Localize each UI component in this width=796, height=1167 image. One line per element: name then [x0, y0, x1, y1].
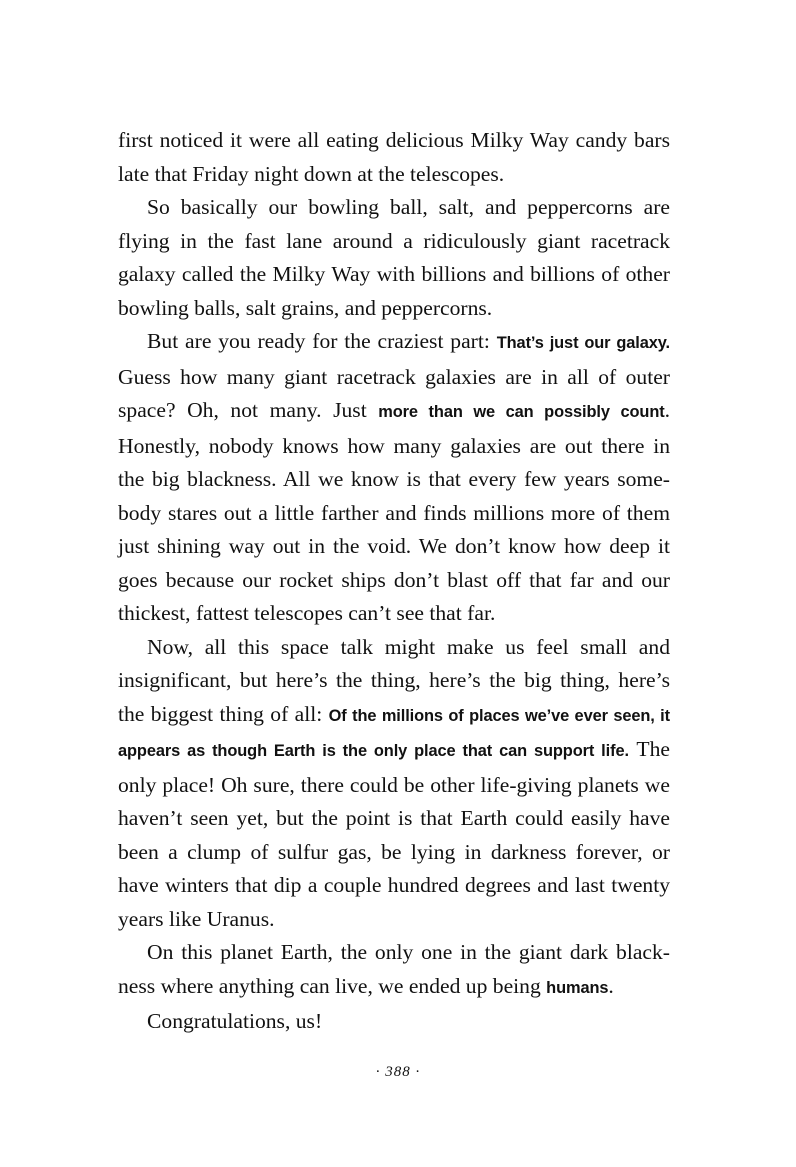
page-number: · 388 ·	[375, 1064, 421, 1080]
text-run: The only place! Oh sure, there could be other life-giving planets we haven’t seen yet, but the point is that Earth could easily have been a clump of sulfur gas, be lying in darkness forever, or have winters that dip a couple hundred degrees and last twenty years like Uranus.	[118, 737, 670, 931]
paragraph-2	[118, 191, 670, 325]
bold-emphasis: more than we can possibly count	[378, 403, 665, 421]
paragraph-3	[118, 325, 670, 631]
text-run: first noticed it were all eating delicious Milky Way candy bars late that Friday night down at the telescopes.	[118, 128, 670, 186]
paragraph-4	[118, 631, 670, 937]
text-run: But are you ready for the craziest part:	[147, 329, 497, 353]
paragraph-5	[118, 936, 670, 1005]
bold-emphasis: That’s just our galaxy.	[496, 334, 671, 352]
paragraph-1	[118, 124, 670, 191]
text-run: Guess how many giant racetrack galaxies are in all of outer space? Oh, not many. Just	[118, 364, 670, 422]
book-page-body	[118, 124, 670, 1039]
text-run: Congratulations, us!	[147, 1009, 323, 1033]
paragraph-6	[118, 1005, 670, 1039]
bold-emphasis: Of the millions of places we’ve ever seen, it appears as though Earth is the only place that can support life.	[118, 706, 670, 760]
text-run: Now, all this space talk might make us feel small and insignificant, but here’s the thing, here’s the big thing, here’s the biggest thing of all:	[118, 634, 670, 726]
text-run: On this planet Earth, the only one in the giant dark blackness where anything can live, we ended up being	[118, 940, 670, 998]
bold-emphasis: humans	[546, 978, 609, 997]
text-run: . Honestly, nobody knows how many galaxies are out there in the big blackness. All we know is that every few years somebody stares out a little farther and finds millions more of them just shining way out in the void. We don’t know how deep it goes because our rocket ships don’t blast off that far and our thickest, fattest telescopes can’t see that far.	[118, 398, 670, 625]
text-run: So basically our bowling ball, salt, and peppercorns are flying in the fast lane around a ridiculously giant racetrack galaxy called the Milky Way with billions and billions of other bowling balls, salt grains, and peppercorns.	[118, 195, 670, 320]
text-run: .	[608, 973, 614, 998]
